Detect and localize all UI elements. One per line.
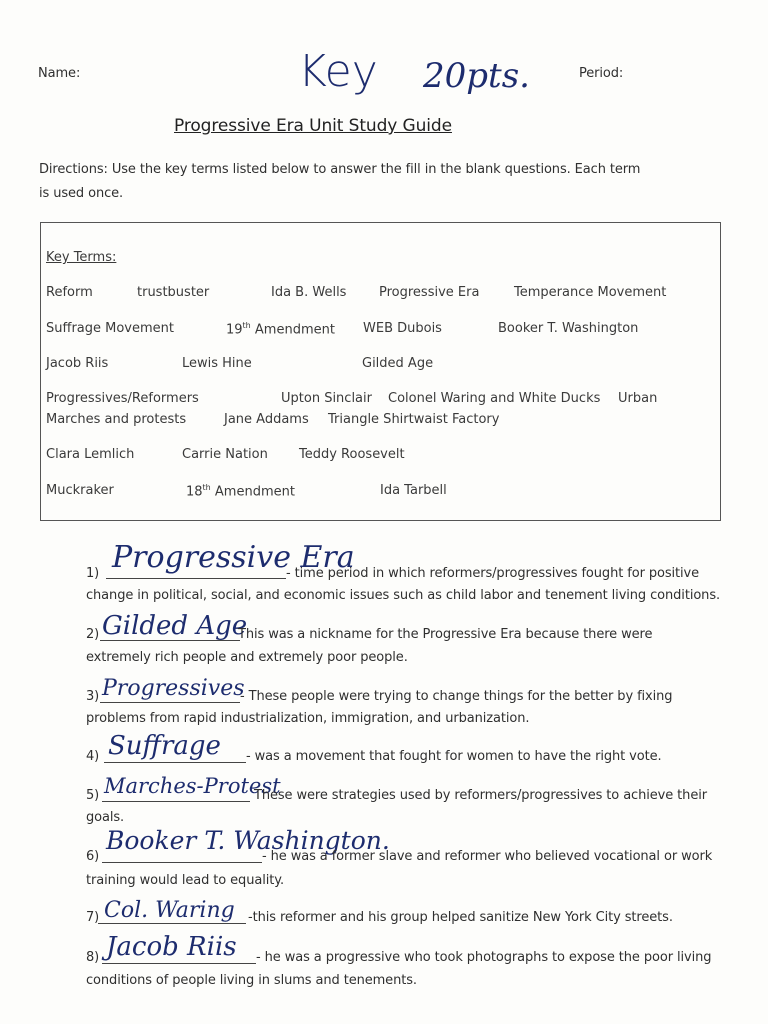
handwritten-answer: Marches-Protest: [104, 774, 281, 798]
key-term: Progressives/Reformers: [46, 391, 199, 406]
answer-blank: [98, 923, 246, 924]
handwritten-answer: Suffrage: [108, 731, 221, 761]
handwritten-answer: Progressive Era: [112, 540, 355, 575]
question-text: goals.: [86, 810, 125, 825]
question-text: training would lead to equality.: [86, 873, 285, 888]
answer-blank: [100, 702, 240, 703]
key-term: Jacob Riis: [46, 356, 109, 371]
key-term: trustbuster: [137, 285, 210, 300]
key-term: Upton Sinclair: [281, 391, 372, 406]
key-term: Suffrage Movement: [46, 321, 175, 336]
question-text: conditions of people living in slums and tenements.: [86, 973, 417, 988]
key-term: Triangle Shirtwaist Factory: [328, 412, 500, 427]
key-term: Carrie Nation: [182, 447, 268, 462]
key-term: Temperance Movement: [514, 285, 667, 300]
question-text: These were strategies used by reformers/progressives to achieve their: [254, 788, 707, 803]
question-text: problems from rapid industrialization, immigration, and urbanization.: [86, 711, 530, 726]
key-term: Urban: [618, 391, 658, 406]
key-term: WEB Dubois: [363, 321, 442, 336]
key-term: Ida Tarbell: [380, 483, 447, 498]
key-term: Clara Lemlich: [46, 447, 135, 462]
question-text: - was a movement that fought for women to have the right vote.: [246, 749, 662, 764]
directions-line-1: Directions: Use the key terms listed below to answer the fill in the blank questions. Each term: [39, 162, 641, 177]
question-text: extremely rich people and extremely poor people.: [86, 650, 408, 665]
answer-blank: [102, 862, 262, 863]
answer-blank: [102, 801, 250, 802]
question-number: 2): [86, 627, 100, 642]
key-term: Ida B. Wells: [271, 285, 347, 300]
handwritten-answer: Gilded Age: [102, 611, 248, 641]
handwritten-answer: Booker T. Washington.: [106, 826, 390, 855]
key-term: Progressive Era: [379, 285, 480, 300]
period-label: Period:: [579, 66, 624, 81]
answer-blank: [106, 578, 286, 579]
key-term: 19th Amendment: [226, 321, 335, 338]
key-term: Reform: [46, 285, 93, 300]
key-term: Marches and protests: [46, 412, 187, 427]
handwritten-answer: Col. Waring: [104, 898, 235, 923]
question-number: 1): [86, 566, 100, 581]
key-term: Booker T. Washington: [498, 321, 639, 336]
question-number: 4): [86, 749, 100, 764]
key-term: Muckraker: [46, 483, 114, 498]
question-text: - he was a progressive who took photographs to expose the poor living: [256, 950, 712, 965]
key-term: Lewis Hine: [182, 356, 252, 371]
question-number: 7): [86, 910, 100, 925]
handwritten-key-note: Key: [298, 46, 378, 97]
question-text: -this reformer and his group helped sanitize New York City streets.: [248, 910, 673, 925]
handwritten-answer: Jacob Riis: [106, 932, 237, 962]
key-term: Teddy Roosevelt: [299, 447, 405, 462]
question-text: - These people were trying to change things for the better by fixing: [240, 689, 673, 704]
key-term: Gilded Age: [362, 356, 434, 371]
key-term: Colonel Waring and White Ducks: [388, 391, 601, 406]
directions-line-2: is used once.: [39, 186, 124, 201]
question-number: 8): [86, 950, 100, 965]
answer-blank: [102, 963, 256, 964]
key-terms-box: [40, 222, 721, 521]
handwritten-answer: Progressives: [102, 676, 245, 701]
key-term: 18th Amendment: [186, 483, 295, 500]
name-label: Name:: [38, 66, 81, 81]
question-number: 3): [86, 689, 100, 704]
question-number: 5): [86, 788, 100, 803]
answer-blank: [104, 762, 246, 763]
question-text: This was a nickname for the Progressive Era because there were: [238, 627, 653, 642]
handwritten-points-note: 20pts.: [423, 56, 530, 96]
question-text: change in political, social, and economic issues such as child labor and tenement living conditions.: [86, 588, 721, 603]
page-title: Progressive Era Unit Study Guide: [174, 116, 452, 136]
question-text: - time period in which reformers/progressives fought for positive: [286, 566, 700, 581]
key-terms-heading: Key Terms:: [46, 250, 117, 265]
question-text: - he was a former slave and reformer who believed vocational or work: [262, 849, 713, 864]
key-term: Jane Addams: [224, 412, 309, 427]
question-number: 6): [86, 849, 100, 864]
